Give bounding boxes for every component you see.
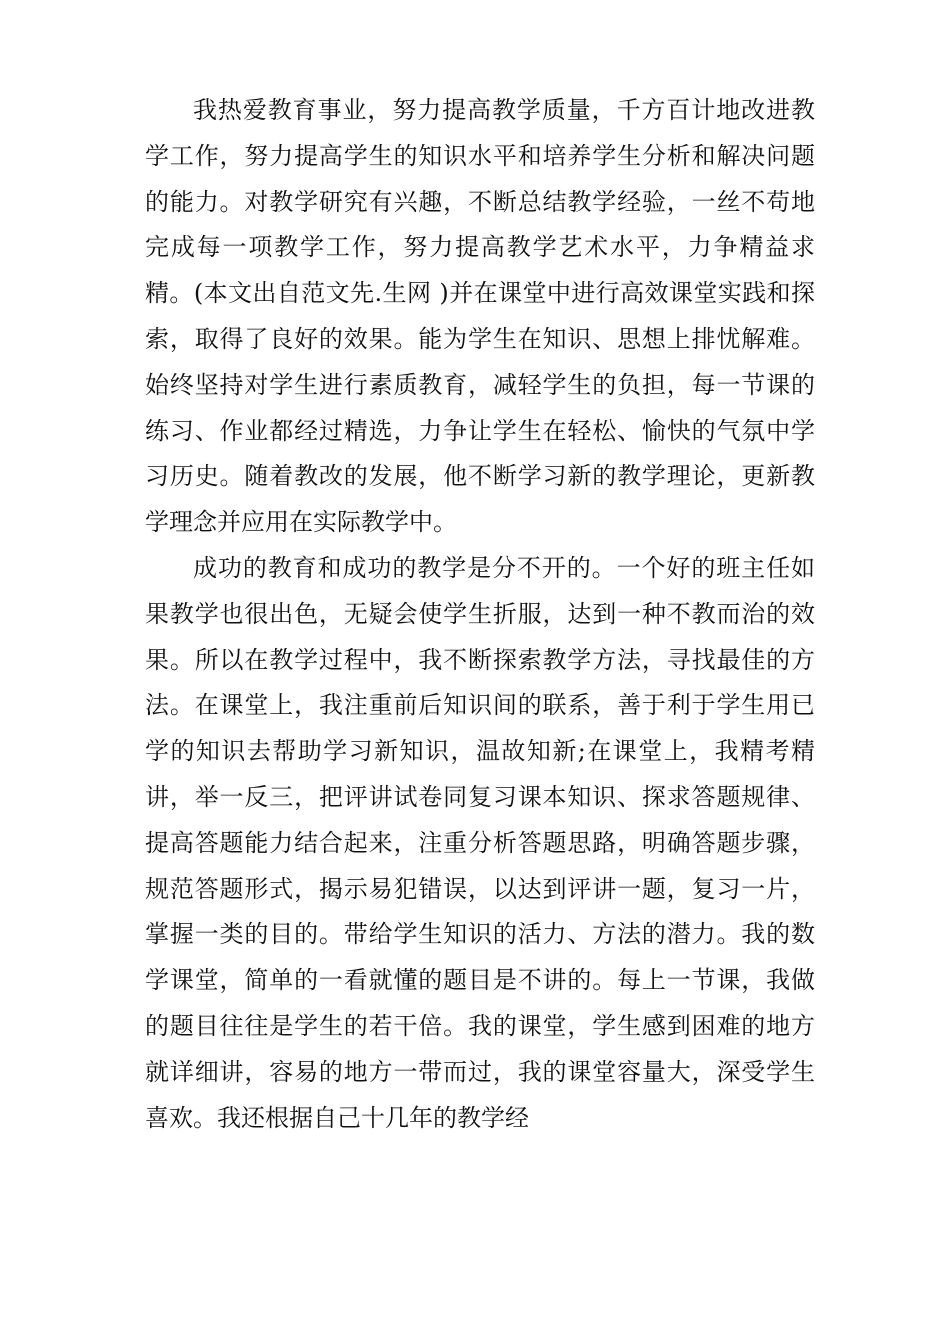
document-page xyxy=(145,88,815,1141)
paragraph-2: 成功的教育和成功的教学是分不开的。一个好的班主任如果教学也很出色，无疑会使学生折服，达到一种不教而治的效果。所以在教学过程中，我不断探索教学方法，寻找最佳的方法。在课堂上，我注重前后知识间的联系，善于利于学生用已学的知识去帮助学习新知识，温故知新;在课堂上，我精考精讲，举一反三，把评讲试卷同复习课本知识、探求答题规律、提高答题能力结合起来，注重分析答题思路，明确答题步骤，规范答题形式，揭示易犯错误，以达到评讲一题，复习一片，掌握一类的目的。带给学生知识的活力、方法的潜力。我的数学课堂，简单的一看就懂的题目是不讲的。每上一节课，我做的题目往往是学生的若干倍。我的课堂，学生感到困难的地方就详细讲，容易的地方一带而过，我的课堂容量大，深受学生喜欢。我还根据自己十几年的教学经 xyxy=(145,553,815,1132)
paragraph-1: 我热爱教育事业，努力提高教学质量，千方百计地改进教学工作，努力提高学生的知识水平和培养学生分析和解决问题的能力。对教学研究有兴趣，不断总结教学经验，一丝不苟地完成每一项教学工作，努力提高教学艺术水平，力争精益求精。(本文出自范文先.生网 )并在课堂中进行高效课堂实践和探索，取得了良好的效果。能为学生在知识、思想上排忧解难。始终坚持对学生进行素质教育，减轻学生的负担，每一节课的练习、作业都经过精选，力争让学生在轻松、愉快的气氛中学习历史。随着教改的发展，他不断学习新的教学理论，更新教学理念并应用在实际教学中。 xyxy=(145,96,815,537)
